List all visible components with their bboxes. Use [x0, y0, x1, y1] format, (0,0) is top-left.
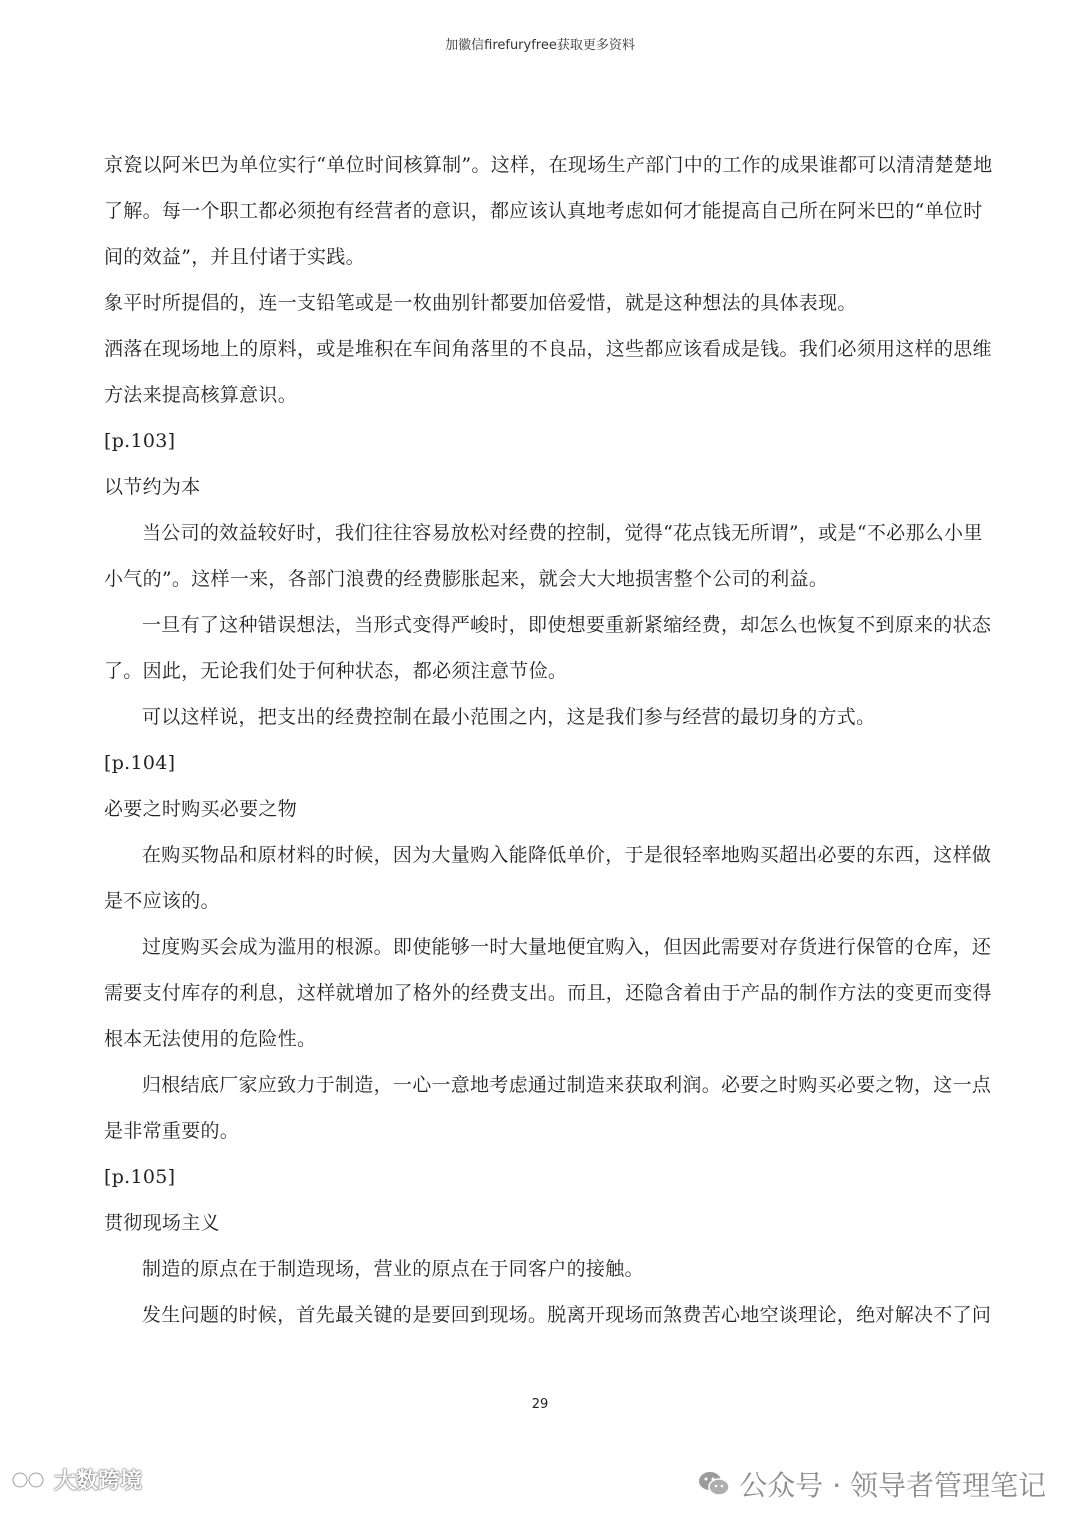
watermark-left — [10, 1464, 142, 1495]
text-line: 需要支付库存的利息，这样就增加了格外的经费支出。而且，还隐含着由于产品的制作方法的变更而变得 — [104, 982, 992, 1004]
text-line: 方法来提高核算意识。 — [104, 384, 298, 406]
text-line: 洒落在现场地上的原料，或是堆积在车间角落里的不良品，这些都应该看成是钱。我们必须用这样的思维 — [104, 338, 992, 360]
page-number: 29 — [531, 1397, 549, 1412]
page-header: 加徽信firefuryfree获取更多资料 — [445, 38, 635, 53]
text-line: 归根结底厂家应致力于制造，一心一意地考虑通过制造来获取利润。必要之时购买必要之物，这一点 — [142, 1074, 992, 1096]
watermark-right-text: 公众号 · 领导者管理笔记 — [739, 1469, 1046, 1502]
document-body — [104, 142, 993, 1338]
text-line: 在购买物品和原材料的时候，因为大量购入能降低单价，于是很轻率地购买超出必要的东西，这样做 — [142, 844, 992, 866]
text-line: 制造的原点在于制造现场，营业的原点在于同客户的接触。 — [142, 1258, 644, 1280]
watermark-left-text: 大数跨境 — [54, 1469, 143, 1494]
link-logo-icon — [10, 1467, 50, 1493]
text-line: 贯彻现场主义 — [104, 1212, 220, 1234]
text-line: 是非常重要的。 — [104, 1120, 240, 1142]
text-line: 一旦有了这种错误想法，当形式变得严峻时，即使想要重新紧缩经费，却怎么也恢复不到原来的状态 — [142, 614, 992, 636]
text-line: 以节约为本 — [104, 476, 201, 498]
text-line: 根本无法使用的危险性。 — [104, 1028, 317, 1050]
text-line: [p.105] — [104, 1166, 176, 1188]
text-line: 京瓷以阿米巴为单位实行“单位时间核算制”。这样，在现场生产部门中的工作的成果谁都可以清清楚楚地 — [104, 154, 993, 176]
wechat-icon — [697, 1469, 731, 1499]
text-line: 小气的”。这样一来，各部门浪费的经费膨胀起来，就会大大地损害整个公司的利益。 — [104, 568, 829, 590]
watermark-right — [697, 1464, 1046, 1504]
text-line: 发生问题的时候，首先最关键的是要回到现场。脱离开现场而煞费苦心地空谈理论，绝对解决不了问 — [142, 1304, 992, 1326]
text-line: [p.104] — [104, 752, 176, 774]
text-line: 了解。每一个职工都必须抱有经营者的意识，都应该认真地考虑如何才能提高自己所在阿米巴的“单位时 — [104, 200, 983, 222]
text-line: 必要之时购买必要之物 — [104, 798, 298, 820]
text-line: 间的效益”，并且付诸于实践。 — [104, 246, 365, 268]
text-line: [p.103] — [104, 430, 176, 452]
text-line: 是不应该的。 — [104, 890, 220, 912]
text-line: 可以这样说，把支出的经费控制在最小范围之内，这是我们参与经营的最切身的方式。 — [142, 706, 876, 728]
text-line: 过度购买会成为滥用的根源。即使能够一时大量地便宜购入，但因此需要对存货进行保管的仓库，还 — [142, 936, 992, 958]
text-line: 当公司的效益较好时，我们往往容易放松对经费的控制，觉得“花点钱无所谓”，或是“不必那么小里 — [142, 522, 983, 544]
text-line: 象平时所提倡的，连一支铅笔或是一枚曲别针都要加倍爱惜，就是这种想法的具体表现。 — [104, 292, 857, 314]
text-line: 了。因此，无论我们处于何种状态，都必须注意节俭。 — [104, 660, 568, 682]
